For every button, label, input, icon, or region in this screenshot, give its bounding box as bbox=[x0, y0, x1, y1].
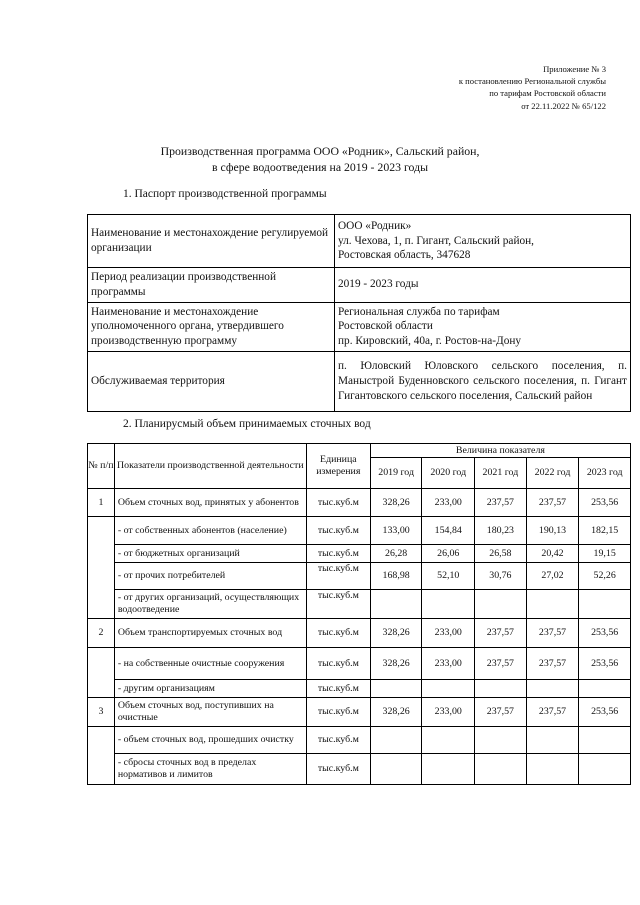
header-year: 2023 год bbox=[579, 458, 631, 489]
row-unit: тыс.куб.м bbox=[306, 754, 370, 785]
section-1-heading: 1. Паспорт производственной программы bbox=[123, 188, 327, 200]
row-value bbox=[526, 754, 579, 785]
row-indicator: - другим организациям bbox=[114, 680, 306, 698]
value-line: п. Юловский Юловского сельского поселения, п. Маныстрой Буденновского сельского поселения, п. Гигант Гигантовского сельского поселения, Сальский район bbox=[338, 360, 627, 402]
passport-value bbox=[335, 268, 631, 303]
value-line: Региональная служба по тарифам bbox=[338, 305, 500, 318]
row-value: 180,23 bbox=[475, 517, 527, 545]
table-row bbox=[88, 545, 631, 563]
passport-row bbox=[88, 302, 631, 351]
header-indicator: Показатели производственной деятельности bbox=[114, 444, 306, 489]
row-value bbox=[579, 590, 631, 619]
row-indicator: - от бюджетных организаций bbox=[114, 545, 306, 563]
row-value: 190,13 bbox=[526, 517, 579, 545]
row-value: 237,57 bbox=[526, 489, 579, 517]
row-unit: тыс.куб.м bbox=[306, 648, 370, 680]
row-indicator: Объем сточных вод, поступивших на очистные bbox=[114, 698, 306, 727]
row-value: 154,84 bbox=[422, 517, 475, 545]
row-value bbox=[475, 590, 527, 619]
passport-label: Обслуживаемая территория bbox=[88, 351, 335, 411]
row-num bbox=[88, 648, 115, 698]
table-row bbox=[88, 727, 631, 754]
row-value bbox=[475, 754, 527, 785]
value-line: Ростовской области bbox=[338, 320, 433, 333]
passport-table bbox=[87, 214, 631, 412]
header-year: 2020 год bbox=[422, 458, 475, 489]
row-indicator: Объем транспортируемых сточных вод bbox=[114, 619, 306, 648]
row-value: 26,58 bbox=[475, 545, 527, 563]
passport-label: Наименование и местонахождение регулируемой организации bbox=[88, 215, 335, 268]
row-unit: тыс.куб.м bbox=[306, 680, 370, 698]
volume-table-body bbox=[88, 489, 631, 785]
appendix-number: Приложение № 3 bbox=[543, 64, 606, 74]
row-value: 182,15 bbox=[579, 517, 631, 545]
row-value bbox=[422, 754, 475, 785]
row-value bbox=[370, 590, 422, 619]
row-value: 328,26 bbox=[370, 648, 422, 680]
table-row bbox=[88, 698, 631, 727]
row-value bbox=[422, 590, 475, 619]
row-indicator: - от собственных абонентов (население) bbox=[114, 517, 306, 545]
header-unit: Единица измерения bbox=[306, 444, 370, 489]
value-line: 2019 - 2023 годы bbox=[338, 278, 419, 291]
section-2-heading: 2. Планирусмый объем принимаемых сточных вод bbox=[123, 418, 371, 430]
row-value bbox=[526, 590, 579, 619]
row-value: 233,00 bbox=[422, 619, 475, 648]
row-value: 328,26 bbox=[370, 489, 422, 517]
row-indicator: - от других организаций, осуществляющих водоотведение bbox=[114, 590, 306, 619]
row-unit: тыс.куб.м bbox=[306, 590, 370, 619]
row-value: 20,42 bbox=[526, 545, 579, 563]
row-value bbox=[526, 727, 579, 754]
row-num: 3 bbox=[88, 698, 115, 727]
row-value: 27,02 bbox=[526, 563, 579, 590]
row-unit: тыс.куб.м bbox=[306, 698, 370, 727]
row-value: 328,26 bbox=[370, 619, 422, 648]
row-unit: тыс.куб.м bbox=[306, 619, 370, 648]
row-indicator: - сбросы сточных вод в пределах нормативов и лимитов bbox=[114, 754, 306, 785]
row-value bbox=[579, 680, 631, 698]
row-unit: тыс.куб.м bbox=[306, 727, 370, 754]
passport-row bbox=[88, 215, 631, 268]
passport-value bbox=[335, 215, 631, 268]
value-line: ул. Чехова, 1, п. Гигант, Сальский район, bbox=[338, 234, 535, 247]
row-indicator: - на собственные очистные сооружения bbox=[114, 648, 306, 680]
appendix-header bbox=[459, 63, 606, 112]
value-line: Ростовская область, 347628 bbox=[338, 249, 471, 262]
table-row bbox=[88, 517, 631, 545]
row-value bbox=[370, 754, 422, 785]
row-value bbox=[475, 680, 527, 698]
row-value: 168,98 bbox=[370, 563, 422, 590]
row-value bbox=[526, 680, 579, 698]
row-value: 52,10 bbox=[422, 563, 475, 590]
table-row bbox=[88, 619, 631, 648]
row-num bbox=[88, 727, 115, 785]
row-indicator: Объем сточных вод, принятых у абонентов bbox=[114, 489, 306, 517]
header-year: 2021 год bbox=[475, 458, 527, 489]
row-num: 1 bbox=[88, 489, 115, 517]
row-value: 26,28 bbox=[370, 545, 422, 563]
table-row bbox=[88, 754, 631, 785]
appendix-date: от 22.11.2022 № 65/122 bbox=[521, 100, 606, 111]
row-value: 253,56 bbox=[579, 489, 631, 517]
table-row bbox=[88, 489, 631, 517]
appendix-ref-line: к постановлению Региональной службы bbox=[458, 76, 606, 87]
row-value: 26,06 bbox=[422, 545, 475, 563]
row-value bbox=[370, 680, 422, 698]
title-line: в сфере водоотведения на 2019 - 2023 годы bbox=[211, 159, 429, 174]
row-value: 237,57 bbox=[475, 698, 527, 727]
title-line: Производственная программа ООО «Родник», Сальский район, bbox=[160, 144, 480, 158]
row-num: 2 bbox=[88, 619, 115, 648]
row-unit: тыс.куб.м bbox=[306, 545, 370, 563]
row-value: 237,57 bbox=[526, 648, 579, 680]
header-year: 2022 год bbox=[526, 458, 579, 489]
value-line: ООО «Родник» bbox=[338, 219, 412, 232]
row-value: 253,56 bbox=[579, 619, 631, 648]
appendix-ref-line: по тарифам Ростовской области bbox=[489, 88, 606, 99]
table-row bbox=[88, 648, 631, 680]
row-value: 133,00 bbox=[370, 517, 422, 545]
row-value bbox=[370, 727, 422, 754]
table-row bbox=[88, 563, 631, 590]
row-value: 233,00 bbox=[422, 648, 475, 680]
value-line: пр. Кировский, 40а, г. Ростов-на-Дону bbox=[338, 335, 522, 348]
passport-value bbox=[335, 351, 631, 411]
row-value bbox=[422, 680, 475, 698]
row-value: 237,57 bbox=[526, 619, 579, 648]
row-value: 30,76 bbox=[475, 563, 527, 590]
row-value bbox=[475, 727, 527, 754]
row-value: 237,57 bbox=[526, 698, 579, 727]
row-value: 233,00 bbox=[422, 698, 475, 727]
row-value: 52,26 bbox=[579, 563, 631, 590]
row-value: 253,56 bbox=[579, 648, 631, 680]
row-unit: тыс.куб.м bbox=[306, 517, 370, 545]
header-value-group: Величина показателя bbox=[370, 444, 630, 458]
document-title bbox=[0, 144, 640, 175]
table-row bbox=[88, 590, 631, 619]
row-value bbox=[579, 727, 631, 754]
table-row bbox=[88, 680, 631, 698]
row-value: 328,26 bbox=[370, 698, 422, 727]
row-indicator: - объем сточных вод, прошедших очистку bbox=[114, 727, 306, 754]
passport-label: Период реализации производственной программы bbox=[88, 268, 335, 303]
row-num bbox=[88, 517, 115, 619]
row-unit: тыс.куб.м bbox=[306, 563, 370, 590]
row-unit: тыс.куб.м bbox=[306, 489, 370, 517]
row-value: 233,00 bbox=[422, 489, 475, 517]
volume-table bbox=[87, 443, 631, 785]
row-indicator: - от прочих потребителей bbox=[114, 563, 306, 590]
passport-row bbox=[88, 351, 631, 411]
passport-value bbox=[335, 302, 631, 351]
header-num: № п/п bbox=[88, 444, 115, 489]
passport-row bbox=[88, 268, 631, 303]
row-value: 237,57 bbox=[475, 619, 527, 648]
passport-label: Наименование и местонахождение уполномоченного органа, утвердившего производственную программу bbox=[88, 302, 335, 351]
row-value bbox=[422, 727, 475, 754]
row-value bbox=[579, 754, 631, 785]
row-value: 253,56 bbox=[579, 698, 631, 727]
row-value: 237,57 bbox=[475, 648, 527, 680]
row-value: 237,57 bbox=[475, 489, 527, 517]
row-value: 19,15 bbox=[579, 545, 631, 563]
header-year: 2019 год bbox=[370, 458, 422, 489]
